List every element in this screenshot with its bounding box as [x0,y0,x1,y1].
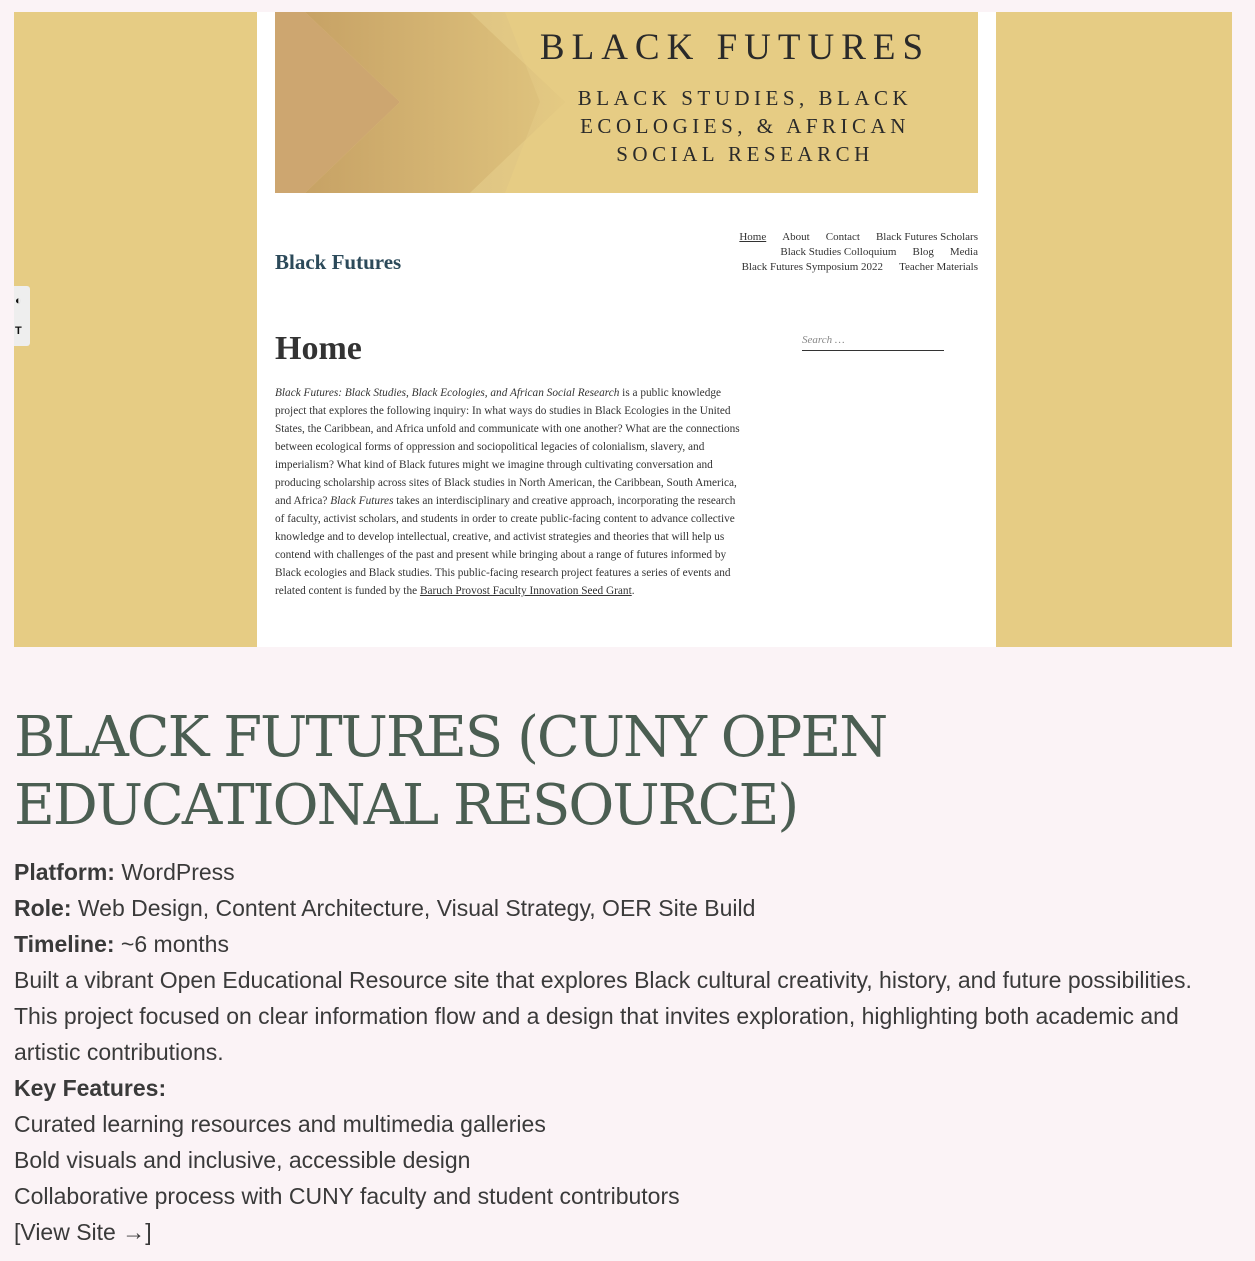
site-title[interactable]: Black Futures [275,250,402,274]
nav-item-about[interactable]: About [782,231,810,243]
view-site-link[interactable]: [View Site →] [14,1219,152,1245]
banner-subtitle-line: ECOLOGIES, & AFRICAN [580,114,910,138]
banner-subtitle-line: BLACK STUDIES, BLACK [577,86,913,110]
project-description: Built a vibrant Open Educational Resource site that explores Black cultural creativity, history, and future possibilities. This project focused on clear information flow and a design that invites exploration, highlighting both academic and artistic contributions. [14,967,1192,1065]
nav-item-scholars[interactable]: Black Futures Scholars [875,231,978,243]
banner-subtitle-line: SOCIAL RESEARCH [616,142,874,166]
timeline-value: ~6 months [114,931,229,957]
role-value: Web Design, Content Architecture, Visual Strategy, OER Site Build [71,895,756,921]
body-italic: Black Futures [330,495,394,507]
banner-subtitle [545,84,945,168]
platform-value: WordPress [114,859,235,885]
site-nav [698,230,978,275]
features-label: Key Features: [14,1075,167,1101]
page-body-text [275,384,747,600]
features-heading [14,1070,1239,1106]
feature-item: Bold visuals and inclusive, accessible design [14,1147,471,1173]
accessibility-toolbar [14,286,30,346]
text-size-icon[interactable]: T [15,325,22,337]
nav-item-blog[interactable]: Blog [912,246,934,258]
platform-label: Platform: [14,859,115,885]
nav-item-media[interactable]: Media [949,246,978,258]
contrast-icon[interactable]: ◐ [15,295,22,307]
nav-item-colloquium[interactable]: Black Studies Colloquium [780,246,897,258]
nav-item-symposium[interactable]: Black Futures Symposium 2022 [741,261,884,273]
project-title: BLACK FUTURES (CUNY OPEN EDUCATIONAL RESOURCE) [14,705,887,838]
banner-title: BLACK FUTURES [539,27,931,68]
body-italic-title: Black Futures: Black Studies, Black Ecologies, and African Social Research [275,387,620,399]
timeline-line [14,926,1239,962]
platform-line [14,854,1239,890]
grant-link[interactable]: Baruch Provost Faculty Innovation Seed Grant [419,585,632,597]
body-text: is a public knowledge project that explores the following inquiry: In what ways do studies in Black Ecologies in the United States, the Caribbean, and Africa unfold and communicate with one another? What are the connections between ecological forms of oppression and sociopolitical legacies of colonialism, slavery, and imperialism? What kind of Black futures might we imagine through cultivating conversation and producing scholarship across sites of Black studies in North American, the Caribbean, South America, and Africa? [275,387,740,507]
feature-item: Curated learning resources and multimedia galleries [14,1111,546,1137]
body-text: . [631,585,635,597]
search-input[interactable]: Search … [802,334,944,351]
role-label: Role: [14,895,72,921]
project-screenshot [14,12,1232,647]
nav-item-home[interactable]: Home [739,231,767,243]
page-heading: Home [275,330,362,367]
timeline-label: Timeline: [14,931,115,957]
nav-item-teacher-materials[interactable]: Teacher Materials [899,261,978,273]
role-line [14,890,1239,926]
feature-item: Collaborative process with CUNY faculty and student contributors [14,1183,680,1209]
body-text: takes an interdisciplinary and creative approach, incorporating the research of faculty, activist scholars, and students in order to create public-facing content to advance collective knowledge and to develop intellectual, creative, and activist strategies and theories that will help us contend with challenges of the past and present while bringing about a range of futures informed by Black ecologies and Black studies. This public-facing research project features a series of events and related content is funded by the [275,495,736,597]
website-preview [257,12,996,647]
nav-item-contact[interactable]: Contact [825,231,860,243]
site-banner [275,12,978,193]
project-details [14,854,1239,1250]
